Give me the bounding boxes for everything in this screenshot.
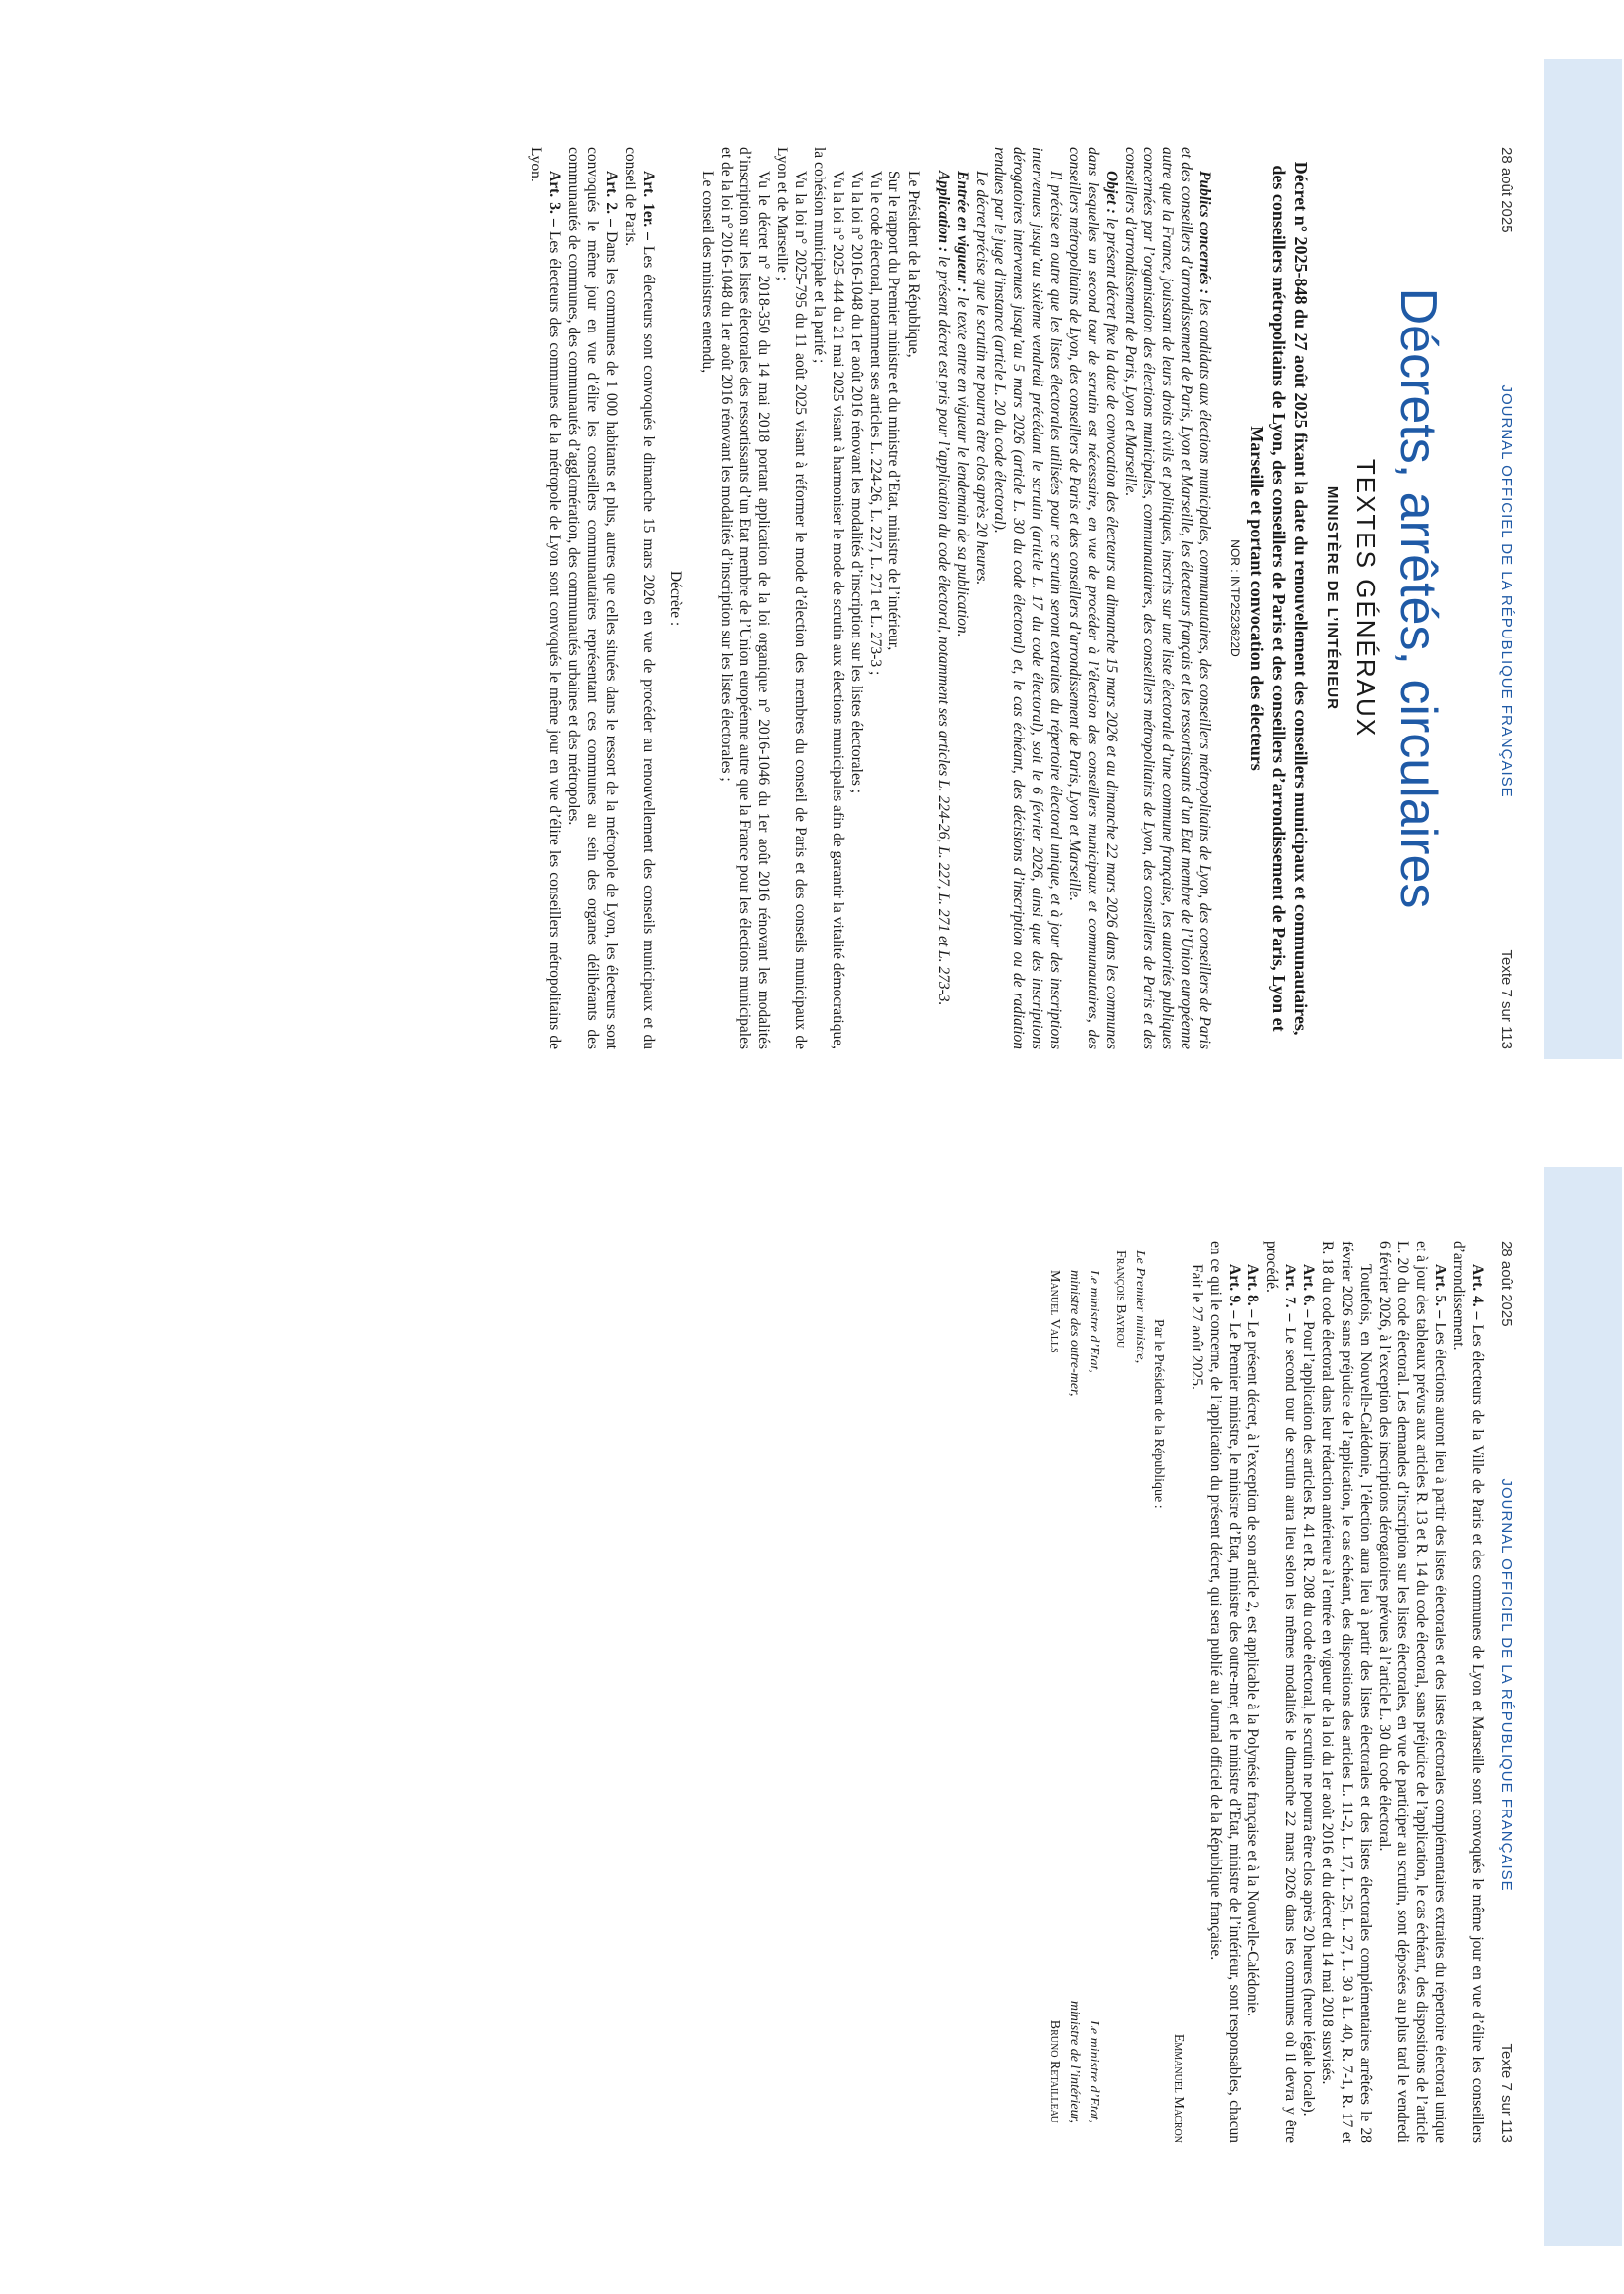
header-journal: JOURNAL OFFICIEL DE LA RÉPUBLIQUE FRANÇAISE (1498, 1478, 1515, 1892)
article-label: Art. 5. – (1431, 1264, 1448, 1319)
article (1262, 1241, 1299, 2143)
min-outremer-signature: Manuel Valls (1047, 1270, 1063, 1353)
notice-entree-text: le texte entre en vigueur le lendemain de sa publication. (953, 296, 971, 637)
signature-block (1045, 1241, 1188, 2143)
article-paragraph: Toutefois, en Nouvelle-Calédonie, l’élection aura lieu à partir des listes électorales et des listes électorales complémentaires arrêtées le 28 février 2026 sans préjudice de l’application, le cas échéant, des dispositions des articles L. 11-2, L. 17, L. 25, L. 27, L. 30 à L. 40, R. 7-1, R. 17 et R. 18 du code électoral dans leur rédaction antérieure à l’entrée en vigueur de la loi du 1er août 2016 et du décret du 14 mai 2018 susvisés. (1319, 1241, 1374, 2143)
notice-objet-label: Objet : (1103, 171, 1121, 214)
article-label: Art. 4. – (1469, 1264, 1486, 1320)
page-header (1498, 147, 1515, 1049)
notice-public-label: Publics concernés : (1196, 171, 1214, 295)
article-text: Les électeurs sont convoqués le dimanche 15 mars 2026 en vue de procéder au renouvellement des conseils municipaux et du conseil de Paris. (621, 147, 657, 1049)
ministry-heading: MINISTÈRE DE L’INTÉRIEUR (1324, 485, 1341, 711)
notice-public-text: les candidats aux élections municipales, communautaires, des conseillers métropolitains de Lyon, des conseillers de Paris et des conseillers d’arrondissement de Paris, Lyon et Marseille, les électeurs français et les ressortissants d’un Etat membre de l’Union européenne autre que la France, jouissant de leurs droits civils et politiques, inscrits sur une liste électorale d’une commune française, les autorités publiques concernées par l’organisation des élections municipales, communautaires, des conseillers métropolitains de Lyon, des conseillers de Paris et des conseillers d’arrondissement de Paris, Lyon et Marseille. (1122, 147, 1214, 1049)
article-text: Le présent décret, à l’exception de son article 2, est applicable à la Polynésie française et à la Nouvelle-Calédonie. (1244, 1321, 1262, 2016)
visa-line: Le conseil des ministres entendu, (698, 171, 716, 374)
notice-entree-label: Entrée en vigueur : (953, 171, 971, 293)
header-journal: JOURNAL OFFICIEL DE LA RÉPUBLIQUE FRANÇAISE (1498, 384, 1515, 798)
article-label: Art. 7. – (1282, 1264, 1299, 1322)
page-left (83, 147, 1515, 1049)
visa-line: Vu la loi n° 2016-1048 du 1er août 2016 rénovant les modalités d’inscription sur les listes électorales ; (848, 171, 866, 794)
min-outremer (1045, 1270, 1103, 1396)
article-text: Le Premier ministre, le ministre d’Etat, ministre des outre-mer, et le ministre d’Etat, ministre de l’intérieur, sont responsables, chacun en ce qui le concerne, de l’application du présent décret, qui sera publié au Journal officiel de la République française. (1207, 1241, 1243, 2143)
notice-objet-text: le présent décret fixe la date de convocation des électeurs au dimanche 15 mars 2026 et au dimanche 22 mars 2026 dans les communes dans lesquelles un second tour de scrutin est nécessaire, en vue de procéder à l’élection des conseillers municipaux et communautaires, des conseillers métropolitains de Lyon, des conseillers de Paris et des conseillers d’arrondissement de Paris, Lyon et Marseille. (1066, 147, 1121, 1050)
page-right (83, 1241, 1515, 2143)
article (1206, 1241, 1243, 2143)
section-subtitle: TEXTES GÉNÉRAUX (1351, 458, 1381, 739)
header-page-number: Texte 7 sur 113 (1498, 2043, 1515, 2143)
article-text: Pour l’application des articles R. 41 et R. 208 du code électoral, le scrutin ne pourra être clos après 20 heures (heure légale locale). (1300, 1321, 1318, 2116)
min-outremer-title-2: ministre des outre-mer, (1067, 1270, 1083, 1397)
article-label: Art. 2. – (602, 171, 620, 227)
visa-line: Vu la loi n° 2025-444 du 21 mai 2025 visant à harmoniser le mode de scrutin aux élections municipales afin de garantir la vitalité démocratique, la cohésion municipale et la parité ; (811, 147, 847, 1049)
article-text: Les élections auront lieu à partir des listes électorales et des listes électorales complémentaires extraites du répertoire électoral unique et à jour des tableaux prévus aux articles R. 13 et R. 14 du code électoral, sans préjudice de l’application, le cas échéant, des dispositions de l’article L. 20 du code électoral. Les demandes d’inscription sur les listes électorales, en vue de participer au scrutin, sont déposées au plus tard le vendredi 6 février 2026, à l’exception des inscriptions dérogatoires prévues à l’article L. 30 du code électoral. (1375, 1241, 1448, 2143)
notice-application-label: Application : (935, 171, 952, 253)
notice-application-text: le présent décret est pris pour l’application du code électoral, notamment ses articles L. 224-26, L. 227, L. 271 et L. 273-3. (935, 255, 952, 1006)
header-date: 28 août 2025 (1498, 1241, 1515, 1327)
notice-precise: Il précise en outre que les listes électorales utilisées pour ce scrutin seront extraites du répertoire électoral unique, et à jour des inscriptions intervenues jusqu’au sixième vendredi précédant le scrutin (article L. 17 du code électoral), soit le 6 février 2026, ainsi que des inscriptions dérogatoires intervenues jusqu’au 5 mars 2026 (article L. 30 du code électoral) et, le cas échéant, des décisions d’inscription ou de radiation rendues par le juge d’instance (article L. 20 du code électoral). (990, 147, 1064, 1049)
min-interieur (1045, 2001, 1103, 2123)
article-text: Les électeurs de la Ville de Paris et des communes de Lyon et Marseille sont convoqués le même jour en vue d’élire les conseillers d’arrondissement. (1449, 1241, 1486, 2143)
article-label: Art. 1er. – (639, 171, 657, 240)
par-president: Par le Président de la République : (1151, 1319, 1167, 1509)
decree-title: Décret n° 2025-848 du 27 août 2025 fixant la date du renouvellement des conseillers municipaux et communautaires, des conseillers métropolitains de Lyon, des conseillers de Paris et des conseillers d’arrondissement de Paris, Lyon et Marseille et portant convocation des électeurs (1247, 161, 1311, 1036)
header-page-number: Texte 7 sur 113 (1498, 949, 1515, 1049)
notice-public (1121, 147, 1214, 1049)
article (527, 147, 564, 1049)
article-text: Le second tour de scrutin aura lieu selon les mêmes modalités le dimanche 22 mars 2026 dans les communes où il devra y être procédé. (1263, 1241, 1299, 2143)
visa-line: Vu la loi n° 2025-795 du 11 août 2025 visant à réformer le mode d’élection des membres du conseil de Paris et des conseils municipaux de Lyon et de Marseille ; (774, 147, 810, 1049)
page-band-left (1544, 59, 1622, 1059)
article-label: Art. 3. – (546, 171, 564, 227)
notice-clos: Le décret précise que le scrutin ne pourra être clos après 20 heures. (972, 171, 990, 586)
president-signature: Emmanuel Macron (1171, 2033, 1186, 2143)
article (1449, 1241, 1487, 2143)
min-interieur-title-2: ministre de l’intérieur, (1067, 2000, 1083, 2123)
page-band-right (1544, 1167, 1622, 2246)
fait-line: Fait le 27 août 2025. (1189, 1264, 1206, 1390)
notice-entree (953, 147, 972, 1049)
article (564, 147, 620, 1049)
article (1243, 1241, 1262, 2143)
pm-signature: François Bayrou (1113, 1250, 1129, 1349)
pm-title: Le Premier ministre, (1132, 1250, 1147, 1364)
notice-application (935, 147, 953, 1049)
decrete-heading: Décrète : (666, 570, 684, 627)
section-title: Décrets, arrêtés, circulaires (1390, 287, 1446, 909)
article-label: Art. 9. – (1226, 1264, 1243, 1319)
visa-line: Vu le décret n° 2018-350 du 14 mai 2018 portant application de la loi organique n° 2016-1046 du 1er août 2016 rénovant les modalités d’inscription sur les listes électorales des ressortissants d’un Etat membre de l’Union européenne autre que la France pour les élections municipales et de la loi n° 2016-1048 du 1er août 2016 rénovant les modalités d’inscription sur les listes électorales ; (717, 147, 773, 1049)
visa-line: Vu le code électoral, notamment ses articles L. 224-26, L. 227, L. 271 et L. 273-3 ; (867, 171, 885, 676)
page-header (1498, 1241, 1515, 2143)
article (1299, 1241, 1318, 2143)
article (1375, 1241, 1449, 2143)
article-text: Les électeurs des communes de la métropole de Lyon sont convoqués le même jour en vue d’élire les conseillers métropolitains de Lyon. (528, 147, 564, 1049)
notice-objet (1065, 147, 1121, 1049)
president-line: Le Président de la République, (904, 171, 922, 358)
min-interieur-signature: Bruno Retailleau (1047, 2019, 1063, 2123)
min-outremer-title-1: Le ministre d’Etat, (1086, 1270, 1101, 1373)
article (621, 147, 658, 1049)
header-date: 28 août 2025 (1498, 147, 1515, 233)
article-text: Dans les communes de 1 000 habitants et plus, autres que celles situées dans le ressort de la métropole de Lyon, les électeurs sont convoqués le même jour en vue d’élire les conseillers communautaires représentant ces communes au sein des organes délibérants des communautés de communes, des communautés d’agglomération, des communautés urbaines et des métropoles. (565, 147, 620, 1049)
min-interieur-title-1: Le ministre d’Etat, (1086, 2020, 1101, 2123)
article-label: Art. 8. – (1244, 1264, 1262, 1318)
nor-reference: NOR : INTP2523622D (1228, 539, 1243, 657)
rapport-line: Sur le rapport du Premier ministre et du ministre d’Etat, ministre de l’intérieur, (886, 171, 903, 651)
minister-signatures (1045, 1241, 1103, 2143)
article-label: Art. 6. – (1300, 1264, 1318, 1318)
